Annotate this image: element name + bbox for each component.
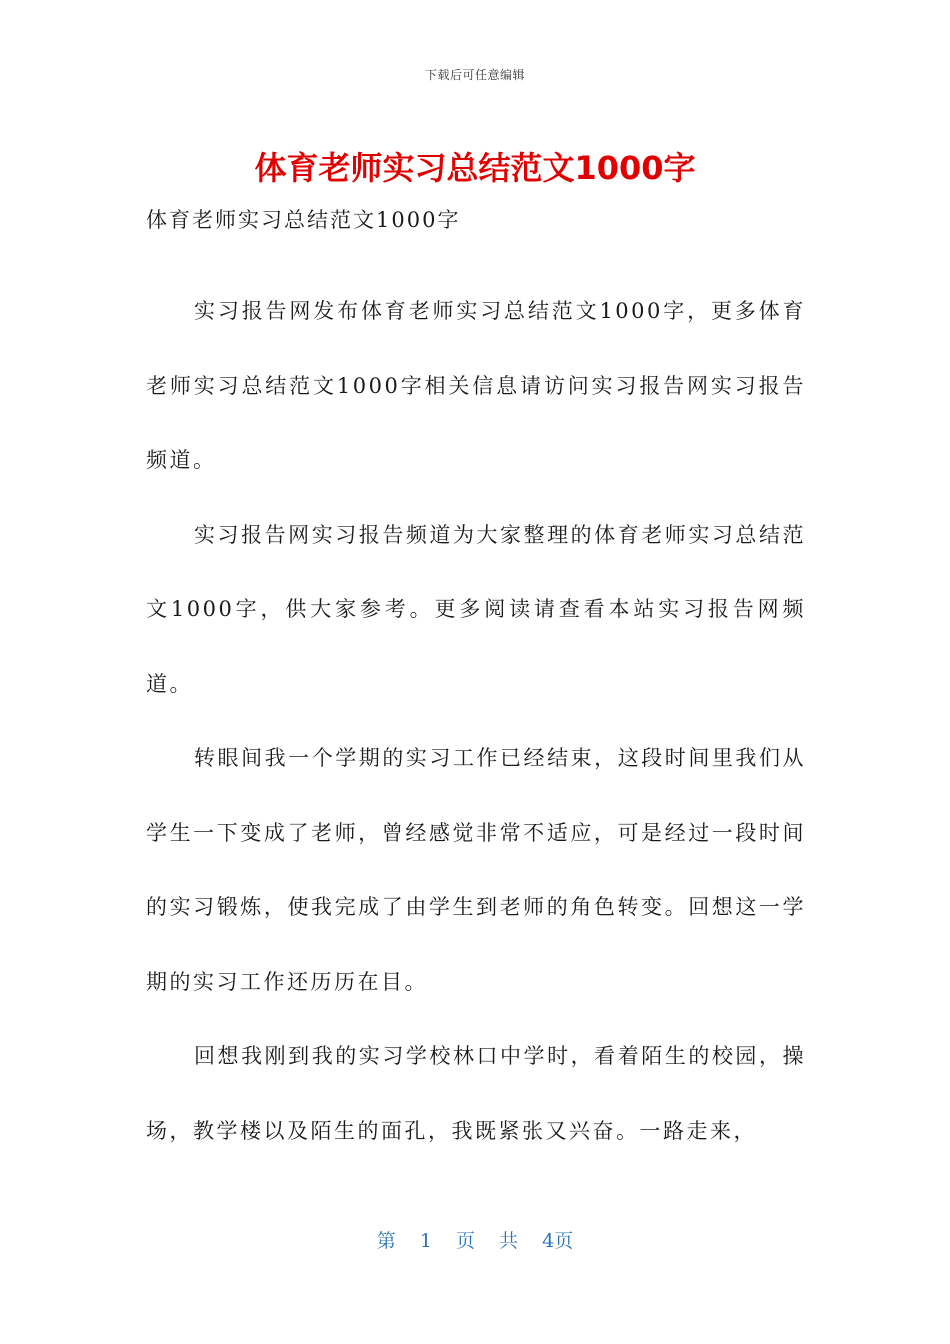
header-note: 下载后可任意编辑 (424, 68, 525, 82)
paragraph: 转眼间我一个学期的实习工作已经结束，这段时间里我们从学生一下变成了老师，曾经感觉非常不适应，可是经过一段时间的实习锻炼，使我完成了由学生到老师的角色转变。回想这一学期的实习工作还历历在目。 (146, 746, 806, 994)
document-body (146, 274, 806, 1168)
document-subtitle: 体育老师实习总结范文1000字 (146, 208, 461, 232)
total-pages: 4页 (542, 1230, 574, 1252)
page-footer (0, 1226, 950, 1253)
page-number: 1 (419, 1230, 432, 1252)
paragraph: 回想我刚到我的实习学校林口中学时，看着陌生的校园，操场，教学楼以及陌生的面孔，我既紧张又兴奋。一路走来， (146, 1044, 806, 1143)
document-title: 体育老师实习总结范文1000字 (254, 149, 696, 187)
total-label: 共 (499, 1230, 519, 1252)
paragraph: 实习报告网发布体育老师实习总结范文1000字，更多体育老师实习总结范文1000字相关信息请访问实习报告网实习报告频道。 (146, 299, 806, 472)
paragraph: 实习报告网实习报告频道为大家整理的体育老师实习总结范文1000字，供大家参考。更多阅读请查看本站实习报告网频道。 (146, 522, 806, 696)
page-suffix: 页 (455, 1230, 475, 1252)
page-label: 第 (376, 1230, 396, 1252)
